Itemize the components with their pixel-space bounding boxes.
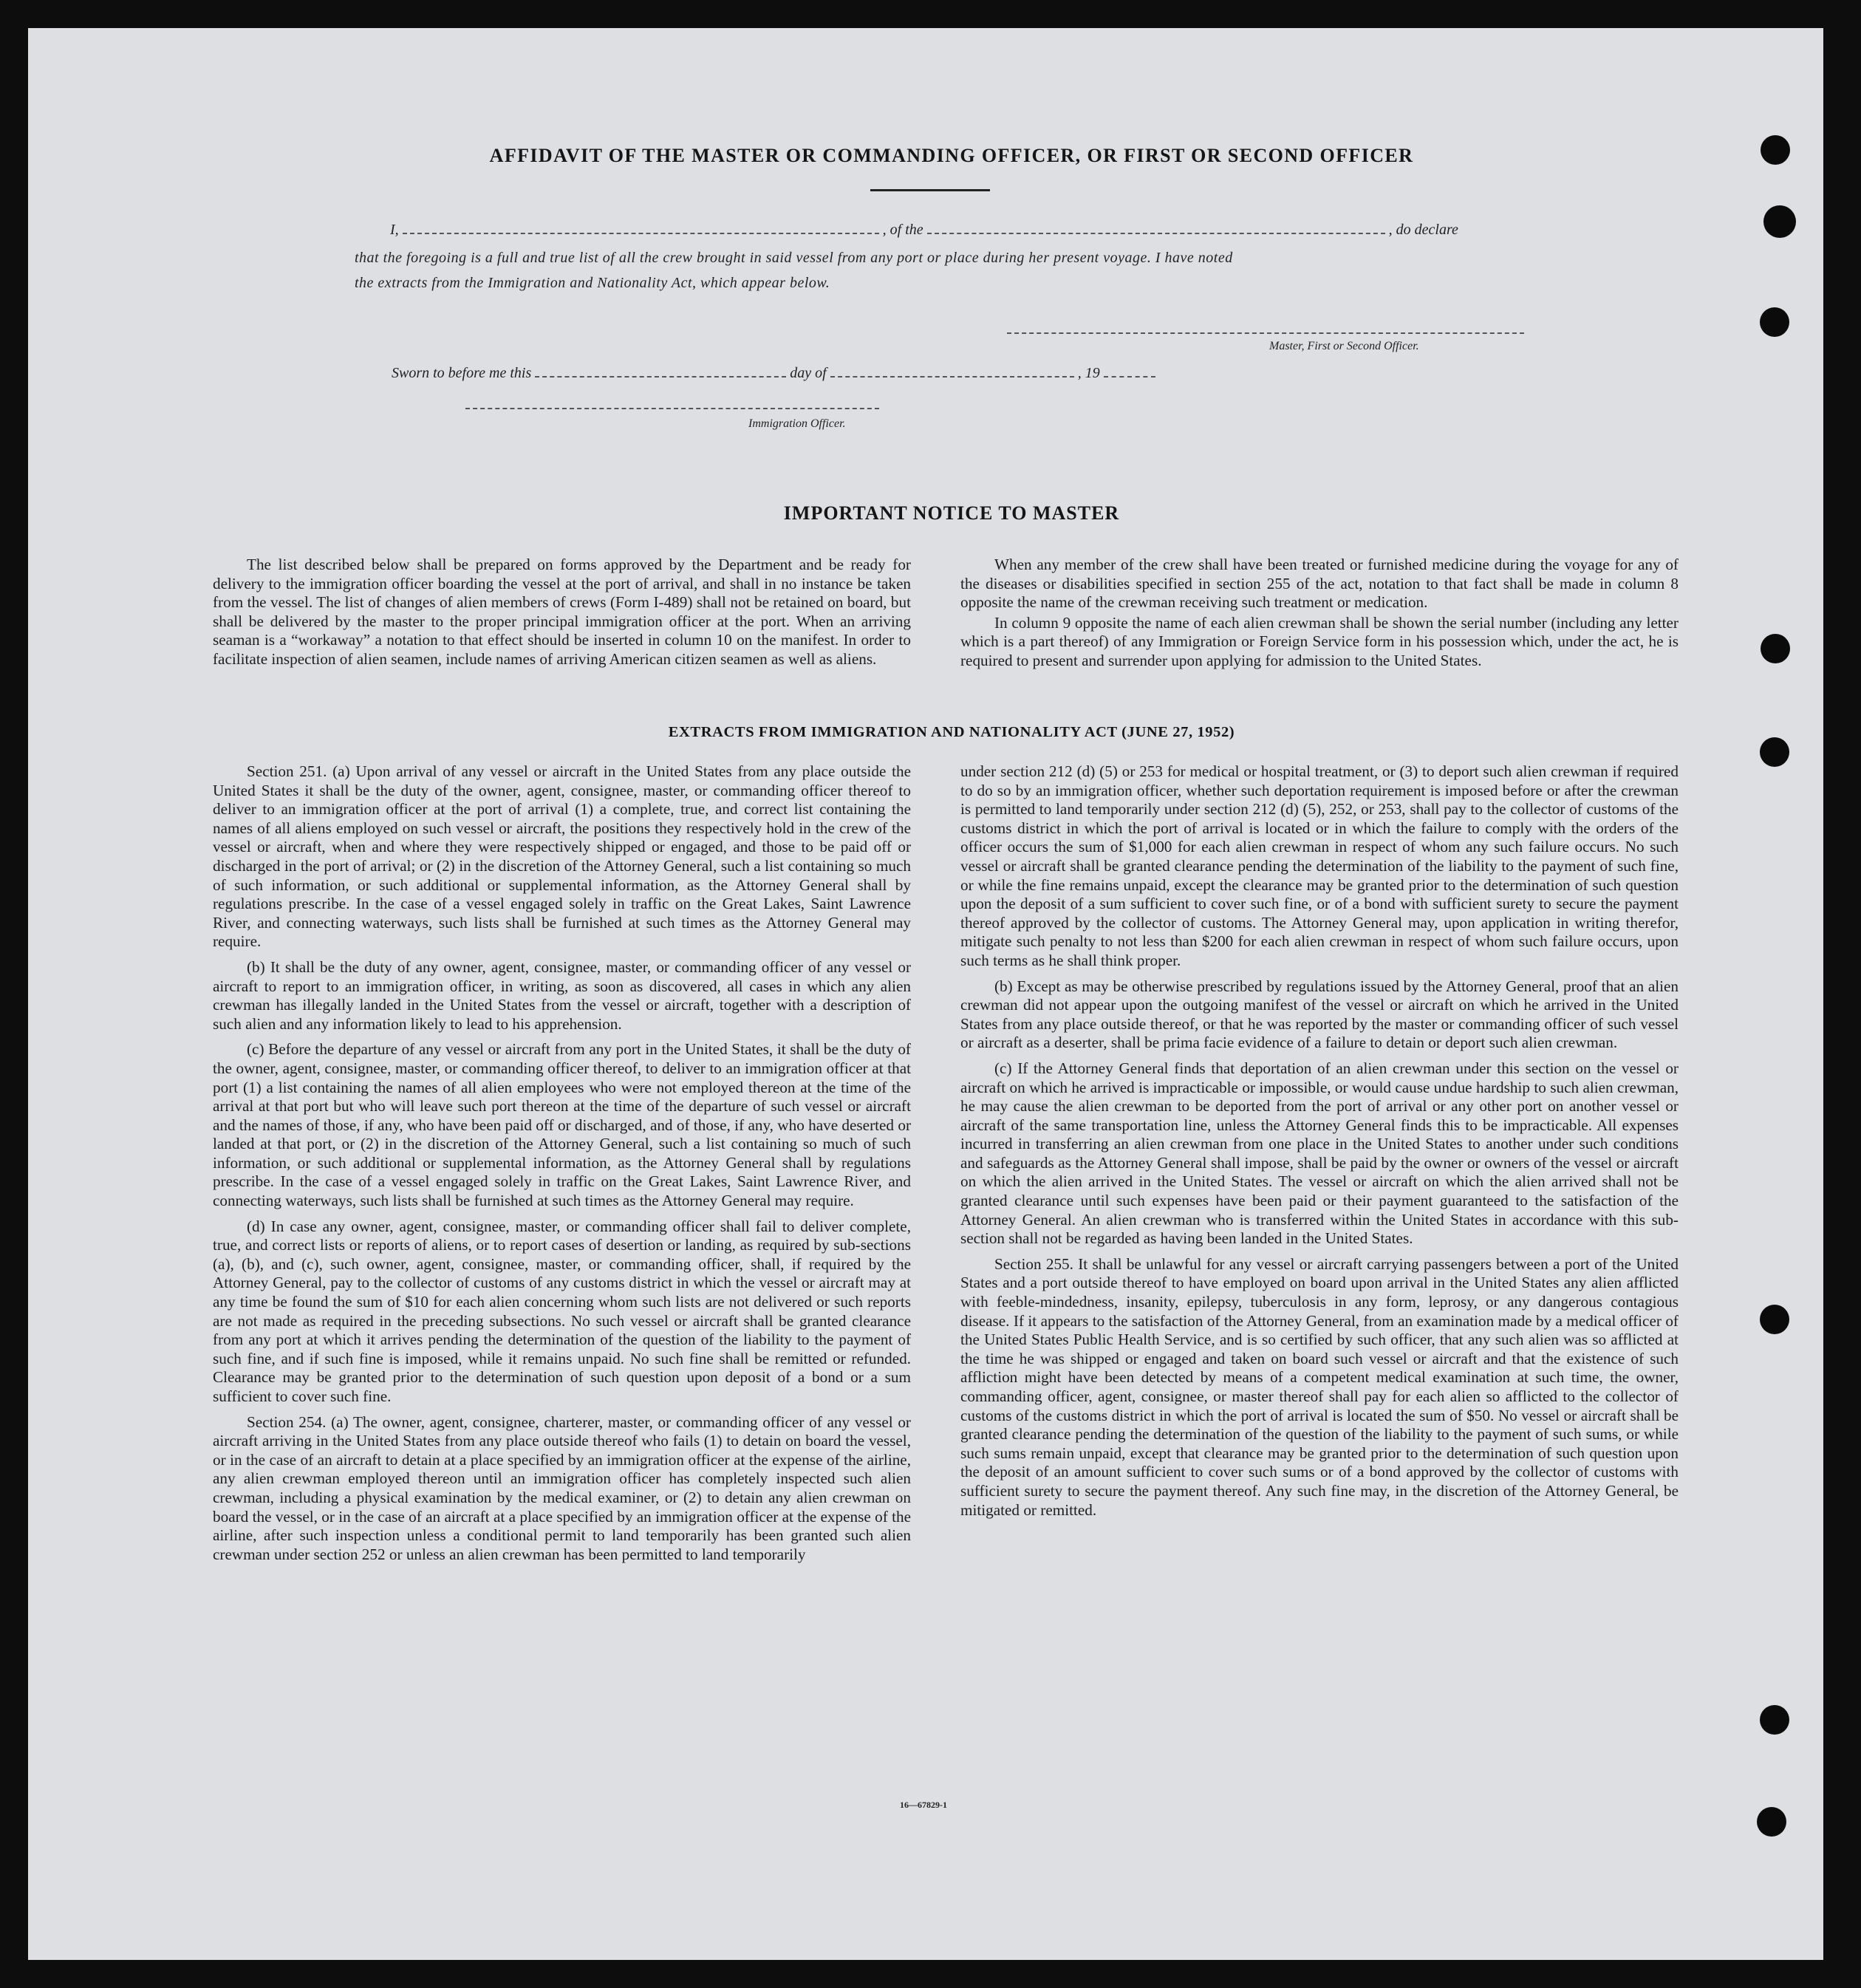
form-number: 16—67829-1 [900,1800,947,1810]
section-251-a: Section 251. (a) Upon arrival of any vessel or aircraft in the United States from any place outside the United States it shall be the duty of the owner, agent, consignee, master, or commanding officer thereof to deliver to an immigration officer at the port of arrival (1) a complete, true, and correct list containing the names of all aliens employed on such vessel or aircraft, the positions they respectively hold in the crew of the vessel or aircraft, when and where they were respectively shipped or engaged, and those to be paid off or discharged in the port of arrival; or (2) in the discretion of the Attorney General, such a list containing so much of such information, or such additional or supplemental information, as the Attorney General shall by regulations prescribe. In the case of a vessel engaged solely in traffic on the Great Lakes, Saint Lawrence River, and connecting waterways, such lists shall be furnished at such times as the Attorney General may require. [213,762,911,951]
master-signature-line[interactable] [1007,332,1524,334]
section-251-c: (c) Before the departure of any vessel or aircraft from any port in the United States, it shall be the duty of the owner, agent, consignee, master, or commanding officer thereof, to deliver to an immigration officer at that port (1) a list containing the names of all alien employees who were not employed thereon at the time of the arrival at that port but who will leave such port thereon at the time of the departure of such vessel or aircraft and the names of those, if any, who have been paid off or discharged, and of those, if any, who have deserted or landed at that port, or (2) in the discretion of the Attorney General, such a list containing so much of such information, or such additional or supplemental information, as the Attorney General shall by regulations prescribe. In the case of a vessel engaged solely in traffic on the Great Lakes, Saint Lawrence River, and connecting waterways, such lists shall be furnished at such times as the Attorney General may require. [213,1040,911,1210]
notice-right-paragraph-1: When any member of the crew shall have been treated or furnished medicine during the voyage for any of the diseases or disabilities specified in section 255 of the act, notation to that fact shall be made in column 8 opposite the name of the crewman receiving such treatment or medication. [960,556,1679,612]
notice-right-column [960,556,1679,677]
immigration-officer-signature-line[interactable] [465,408,879,409]
affidavit-line-3: the extracts from the Immigration and Nationality Act, which appear below. [355,275,830,291]
punch-hole [1763,205,1796,238]
punch-hole [1760,737,1789,767]
punch-hole [1760,1705,1789,1735]
punch-hole [1757,1807,1786,1837]
document-page [28,28,1823,1960]
section-255: Section 255. It shall be unlawful for any vessel or aircraft carrying passengers between a port of the United States and a port outside thereof to have employed on board upon arrival in the United States any alien afflicted with feeble-mindedness, insanity, epilepsy, tuberculosis in any form, leprosy, or any dangerous contagious disease. If it appears to the satisfaction of the Attorney General, from an examination made by a medical officer of the United States Public Health Service, and is so certified by such officer, that any such alien was so afflicted at the time he was shipped or engaged and taken on board such vessel or aircraft and that the existence of such affliction might have been detected by means of a competent medical examination at such time, the owner, commanding officer, agent, consignee, or master thereof shall pay for each alien so afflicted to the collector of customs of the customs district in which the port of arrival is located the sum of $50. No vessel or aircraft shall be granted clearance pending the determination of the question of the liability to the payment of such sums, or while such sums remain unpaid, except that clearance may be granted prior to the determination of such question upon the deposit of an amount sufficient to cover such sums or of a bond approved by the collector of customs with sufficient surety to secure the payment thereof. Any such fine may, in the discretion of the Attorney General, be mitigated or remitted. [960,1254,1679,1519]
extracts-left-column [213,762,911,1571]
vessel-blank[interactable] [927,222,1385,234]
section-251-d: (d) In case any owner, agent, consignee, master, or commanding officer shall fail to deliver complete, true, and correct lists or reports of aliens, or to report cases of desertion or landing, as required by sub-sections (a), (b), and (c), such owner, agent, consignee, master, or commanding officer, shall, if required by the Attorney General, pay to the collector of customs of any customs district in which the vessel or aircraft may at any time be found the sum of $10 for each alien concerning whom such lists are not delivered or such reports are not made as required in the preceding subsections. No such vessel or aircraft shall be granted clearance from any port at which it arrives pending the determination of the question of the liability to the payment of such fine, and if such fine is imposed, while it remains unpaid. No such fine shall be remitted or refunded. Clearance may be granted prior to the determination of such question upon deposit of a bond or a sum sufficient to cover such fine. [213,1217,911,1405]
name-blank[interactable] [403,222,879,234]
day-of-label: day of [790,365,827,381]
punch-hole [1761,135,1790,165]
affidavit-do-declare: , do declare [1388,222,1458,238]
section-254-c: (c) If the Attorney General finds that deportation of an alien crewman under this section on the vessel or aircraft on which he arrived is impracticable or impossible, or would cause undue hardship to such alien crewman, he may cause the alien crewman to be deported from the port of arrival or any other port on another vessel or aircraft of the same transportation line, unless the Attorney General finds this to be impracticable. All expenses incurred in transferring an alien crewman from one place in the United States to another under such conditions and safeguards as the Attorney General shall impose, shall be paid by the owner or owners of the vessel or aircraft on which the alien arrived in the United States. The vessel or aircraft on which the alien arrived shall not be granted clearance until such expenses have been paid or their payment guaranteed to the satisfaction of the Attorney General. An alien crewman who is transferred within the United States in accordance with this sub-section shall not be regarded as having been landed in the United States. [960,1059,1679,1248]
sworn-day-blank[interactable] [535,366,786,378]
affidavit-title: AFFIDAVIT OF THE MASTER OR COMMANDING OFFICER, OR FIRST OR SECOND OFFICER [489,145,1414,166]
sworn-prefix: Sworn to before me this [392,365,532,381]
notice-left-column [213,556,911,676]
sworn-year-blank[interactable] [1104,366,1155,378]
affidavit-line-2: that the foregoing is a full and true list of all the crew brought in said vessel from any port or place during her present voyage. I have noted [355,250,1233,266]
extracts-right-column [960,762,1679,1526]
affidavit-line-1 [390,222,1458,239]
section-254-a: Section 254. (a) The owner, agent, consignee, charterer, master, or commanding officer of any vessel or aircraft arriving in the United States from any place outside thereof who fails (1) to detain on board the vessel, or in the case of an aircraft to detain at a place specified by an immigration officer at the expense of the airline, any alien crewman employed thereon until an immigration officer has completely inspected such alien crewman, including a physical examination by the medical examiner, or (2) to detain any alien crewman on board the vessel, or in the case of an aircraft at a place specified by an immigration officer at the expense of the airline, after such inspection unless a conditional permit to land temporarily has been granted such alien crewman under section 252 or unless an alien crewman has been permitted to land temporarily [213,1413,911,1563]
notice-title: IMPORTANT NOTICE TO MASTER [783,502,1120,524]
section-254-b: (b) Except as may be otherwise prescribed by regulations issued by the Attorney General, proof that an alien crewman did not appear upon the outgoing manifest of the vessel or aircraft on which he arrived in the United States from any place outside thereof, or that he was reported by the master or commanding officer of such vessel or aircraft as a deserter, shall be prima facie evidence of a failure to detain or deport such alien crewman. [960,977,1679,1052]
affidavit-of-the: , of the [882,222,923,238]
sworn-month-blank[interactable] [830,366,1074,378]
section-254-a-continued: under section 212 (d) (5) or 253 for medical or hospital treatment, or (3) to deport such alien crewman if required to do so by an immigration officer, whether such deportation requirement is imposed before or after the crewman is permitted to land temporarily under section 212 (d) (5), 252, or 253, shall pay to the collector of customs of the customs district in which the port of arrival is located or in which the failure to comply with the orders of the officer occurs the sum of $1,000 for each alien crewman in respect of whom any such failure occurs. No such vessel or aircraft shall be granted clearance pending the determination of the liability to the payment of such fine, or while the fine remains unpaid, except the clearance may be granted prior to the determination of such question upon the deposit of a sum sufficient to cover such fine, or of a bond with sufficient surety to secure the payment thereof approved by the collector of customs. The Attorney General may, upon application in writing therefor, mitigate such penalty to not less than $200 for each alien crewman in respect of whom such failure occurs, upon such terms as he shall think proper. [960,762,1679,969]
punch-hole [1761,634,1790,663]
title-rule [870,189,990,191]
notice-right-paragraph-2: In column 9 opposite the name of each alien crewman shall be shown the serial number (including any letter which is a part thereof) of any Immigration or Foreign Service form in his possession which, under the act, he is required to present and surrender upon applying for admission to the United States. [960,613,1679,669]
year-prefix: , 19 [1077,365,1100,381]
immigration-officer-caption: Immigration Officer. [748,417,846,430]
section-251-b: (b) It shall be the duty of any owner, agent, consignee, master, or commanding officer of any vessel or aircraft to report to an immigration officer, in writing, as soon as discovered, all cases in which any alien crewman has illegally landed in the United States from the vessel or aircraft, together with a description of such alien and any information likely to lead to his apprehension. [213,957,911,1033]
affidavit-i: I, [390,222,399,238]
notice-left-paragraph: The list described below shall be prepared on forms approved by the Department and be ready for delivery to the immigration officer boarding the vessel at the port of arrival, and shall in no instance be taken from the vessel. The list of changes of alien members of crews (Form I-489) shall not be retained on board, but shall be delivered by the master to the proper principal immigration officer at the port. When an arriving seaman is a “workaway” a notation to that effect should be inserted in column 10 on the manifest. In order to facilitate inspection of alien seamen, include names of arriving American citizen seamen as well as aliens. [213,556,911,668]
extracts-title: EXTRACTS FROM IMMIGRATION AND NATIONALITY ACT (JUNE 27, 1952) [668,724,1235,740]
punch-hole [1760,307,1789,337]
punch-hole [1760,1305,1789,1334]
sworn-line [392,365,1155,382]
master-caption: Master, First or Second Officer. [1269,340,1419,352]
